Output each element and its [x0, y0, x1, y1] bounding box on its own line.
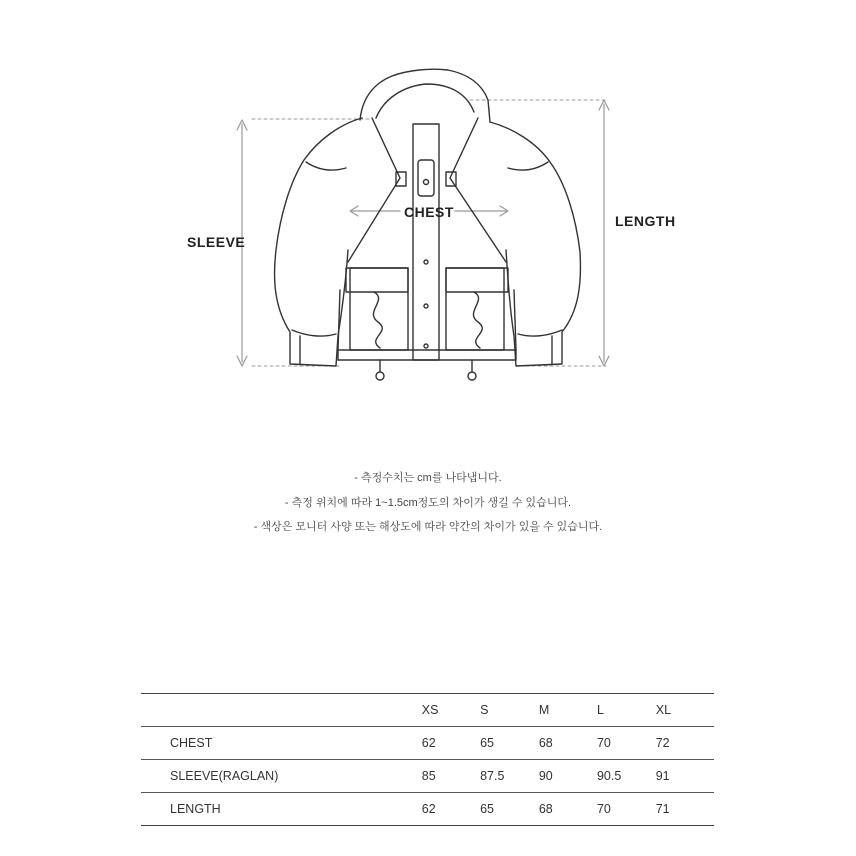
hood [360, 69, 490, 122]
left-pocket [350, 268, 408, 350]
harness-straps [348, 118, 400, 262]
sleeve-label: SLEEVE [187, 234, 246, 250]
note-line: - 측정수치는 cm를 나타냅니다. [354, 472, 502, 484]
measurement-notes [0, 466, 856, 540]
table-row [141, 793, 714, 826]
jacket-body [338, 290, 516, 350]
table-cell: 65 [480, 793, 539, 826]
table-row-label: SLEEVE(RAGLAN) [141, 760, 422, 793]
table-header-cell: L [597, 694, 656, 727]
table-cell: 68 [539, 793, 597, 826]
note-line: - 색상은 모니터 사양 또는 해상도에 따라 약간의 차이가 있을 수 있습니다. [253, 521, 603, 533]
table-cell: 91 [656, 760, 714, 793]
table-cell: 65 [480, 727, 539, 760]
length-label: LENGTH [615, 213, 676, 229]
table-cell: 71 [656, 793, 714, 826]
chest-label: CHEST [404, 204, 454, 220]
table-header-cell: M [539, 694, 597, 727]
table-cell: 90.5 [597, 760, 656, 793]
table-header-row [141, 694, 714, 727]
table-header-cell: XS [422, 694, 480, 727]
jacket-diagram [0, 0, 856, 420]
drawcords [376, 360, 384, 380]
table-cell: 90 [539, 760, 597, 793]
table-cell: 87.5 [480, 760, 539, 793]
table-header-cell: XL [656, 694, 714, 727]
table-header-cell: S [480, 694, 539, 727]
table-row [141, 727, 714, 760]
table-cell: 72 [656, 727, 714, 760]
table-cell: 70 [597, 727, 656, 760]
table-cell: 62 [422, 793, 480, 826]
measure-guides [252, 100, 606, 366]
table-cell: 62 [422, 727, 480, 760]
table-row-label: LENGTH [141, 793, 422, 826]
left-sleeve [275, 118, 362, 366]
table-cell: 70 [597, 793, 656, 826]
table-cell: 68 [539, 727, 597, 760]
size-table [141, 693, 714, 826]
table-row [141, 760, 714, 793]
table-row-label: CHEST [141, 727, 422, 760]
length-arrow [599, 100, 609, 366]
note-line: - 측정 위치에 따라 1~1.5cm정도의 차이가 생길 수 있습니다. [284, 496, 572, 509]
table-cell: 85 [422, 760, 480, 793]
table-header-cell [141, 694, 422, 727]
